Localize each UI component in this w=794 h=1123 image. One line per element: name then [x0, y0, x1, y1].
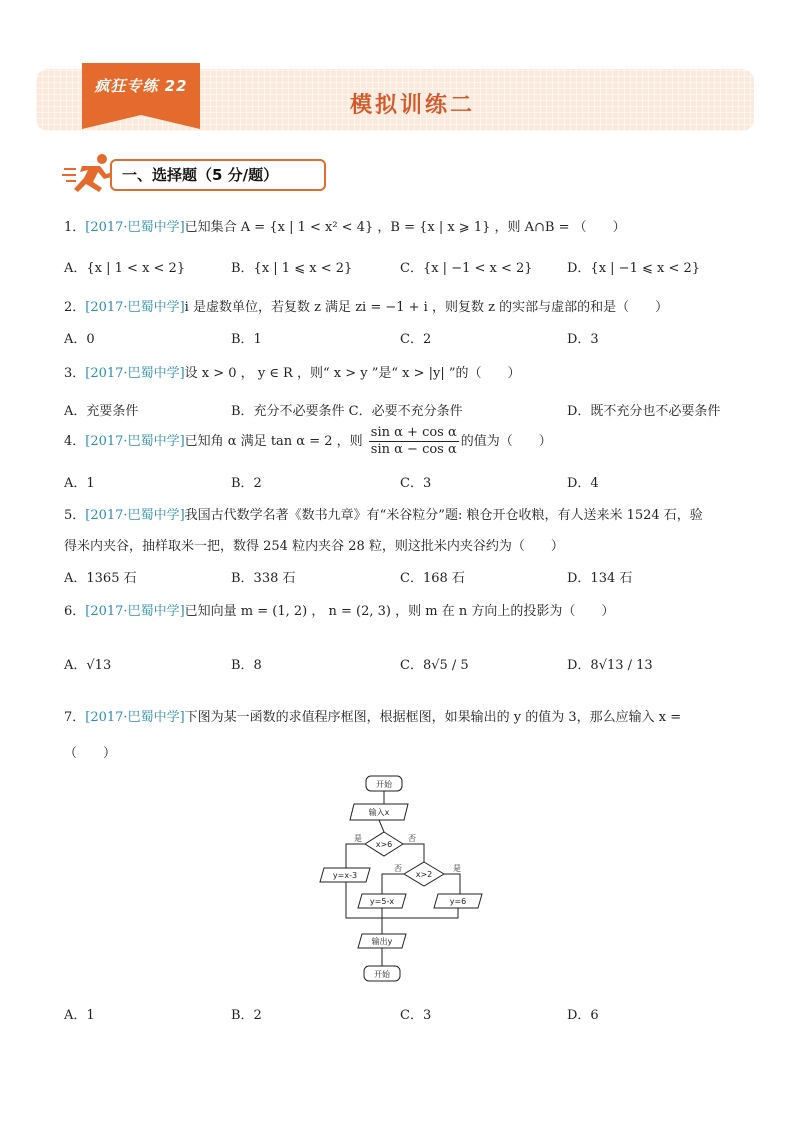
question-5 — [64, 504, 703, 523]
option-c[interactable]: C．3 — [400, 1008, 432, 1023]
option-c[interactable]: C．3 — [400, 476, 432, 491]
input-label: 输入x — [368, 808, 390, 817]
flowchart-diagram — [310, 770, 500, 992]
option-a[interactable]: A．1 — [64, 476, 95, 491]
yes-label: 是 — [354, 834, 362, 843]
question-number: 6． — [64, 604, 86, 619]
question-5-line-2: 得米内夹谷，抽样取米一把，数得 254 粒内夹谷 28 粒，则这批米内夹谷约为（ ） — [64, 539, 564, 554]
source-tag: [2017·巴蜀中学] — [85, 366, 185, 381]
option-a[interactable]: A．{x | 1 < x < 2} — [64, 261, 186, 276]
option-a[interactable]: A．1 — [64, 1008, 95, 1023]
source-tag: [2017·巴蜀中学] — [85, 710, 185, 725]
question-text-end: 的值为（ ） — [460, 434, 552, 449]
option-d[interactable]: D．{x | −1 ⩽ x < 2} — [567, 261, 701, 276]
option-b[interactable]: B．2 — [231, 1008, 262, 1023]
source-tag: [2017·巴蜀中学] — [85, 604, 185, 619]
ribbon-badge — [82, 63, 200, 129]
question-text: 已知角 α 满足 tan α = 2 ，则 — [184, 434, 363, 449]
question-number: 1． — [64, 220, 86, 235]
fraction-denominator: sin α − cos α — [370, 442, 457, 457]
option-d[interactable]: D．134 石 — [567, 571, 633, 586]
option-d[interactable]: D．4 — [567, 476, 599, 491]
option-b[interactable]: B．{x | 1 ⩽ x < 2} — [231, 261, 353, 276]
option-a[interactable]: A．0 — [64, 332, 95, 347]
question-text: 我国古代数学名著《数书九章》有“米谷粒分”题: 粮仓开仓收粮，有人送来米 1524 石，验 — [184, 508, 703, 523]
section-title: 一、选择题（5 分/题） — [122, 166, 279, 184]
question-4 — [64, 425, 552, 458]
end-label: 开始 — [374, 970, 390, 979]
question-text: 已知向量 m = (1, 2) ， n = (2, 3) ，则 m 在 n 方向上的投影为（ ） — [184, 604, 615, 619]
question-text: 下图为某一函数的求值程序框图，根据框图，如果输出的 y 的值为 3，那么应输入 x = — [184, 710, 682, 725]
option-d[interactable]: D．6 — [567, 1008, 599, 1023]
decision-1-label: x>6 — [375, 840, 393, 849]
ribbon-label: 疯狂专练 22 — [94, 77, 188, 95]
question-text: 设 x > 0 ， y ∈ R ，则“ x > y ”是“ x > |y| ”的（ ） — [184, 366, 521, 381]
start-label: 开始 — [376, 780, 392, 789]
question-7-line-2: （ ） — [64, 746, 117, 761]
question-number: 3． — [64, 366, 86, 381]
question-number: 7． — [64, 710, 86, 725]
option-b[interactable]: B．1 — [231, 332, 262, 347]
question-number: 2． — [64, 300, 86, 315]
no-label-2: 否 — [394, 864, 402, 873]
yes-label-2: 是 — [453, 864, 461, 873]
question-number: 4． — [64, 434, 86, 449]
output-label: 输出y — [371, 937, 393, 946]
option-c[interactable]: C．2 — [400, 332, 432, 347]
box-mid-label: y=5-x — [369, 897, 395, 906]
box-right-label: y=6 — [449, 897, 467, 906]
option-c[interactable]: C．{x | −1 < x < 2} — [400, 261, 533, 276]
source-tag: [2017·巴蜀中学] — [85, 508, 185, 523]
option-b[interactable]: B．8 — [231, 658, 262, 673]
option-a[interactable]: A．充要条件 — [64, 404, 139, 419]
option-b[interactable]: B．338 石 — [231, 571, 296, 586]
option-d[interactable]: D．3 — [567, 332, 599, 347]
decision-2-label: x>2 — [415, 870, 433, 879]
option-b-c[interactable]: B．充分不必要条件 C．必要不充分条件 — [231, 404, 463, 419]
question-1 — [64, 216, 626, 235]
question-2 — [64, 296, 668, 315]
question-7 — [64, 706, 681, 725]
source-tag: [2017·巴蜀中学] — [85, 300, 185, 315]
option-a[interactable]: A．√13 — [64, 658, 112, 673]
option-c[interactable]: C．8√5 / 5 — [400, 658, 469, 673]
fraction — [369, 425, 459, 458]
source-tag: [2017·巴蜀中学] — [85, 220, 185, 235]
question-number: 5． — [64, 508, 86, 523]
option-d[interactable]: D．既不充分也不必要条件 — [567, 404, 721, 419]
box-left-label: y=x-3 — [332, 871, 358, 880]
option-d[interactable]: D．8√13 / 13 — [567, 658, 653, 673]
question-text: i 是虚数单位，若复数 z 满足 zi = −1 + i ，则复数 z 的实部与虚部的和是（ ） — [184, 300, 669, 315]
option-a[interactable]: A．1365 石 — [64, 571, 137, 586]
option-c[interactable]: C．168 石 — [400, 571, 465, 586]
source-tag: [2017·巴蜀中学] — [85, 434, 185, 449]
question-6 — [64, 600, 614, 619]
no-label: 否 — [408, 834, 416, 843]
question-text: 已知集合 A = {x | 1 < x² < 4} ，B = {x | x ⩾ 1} ，则 A∩B = （ ） — [184, 220, 626, 235]
fraction-numerator: sin α + cos α — [370, 425, 457, 440]
question-3 — [64, 362, 521, 381]
page-title: 模拟训练二 — [350, 93, 476, 118]
option-b[interactable]: B．2 — [231, 476, 262, 491]
